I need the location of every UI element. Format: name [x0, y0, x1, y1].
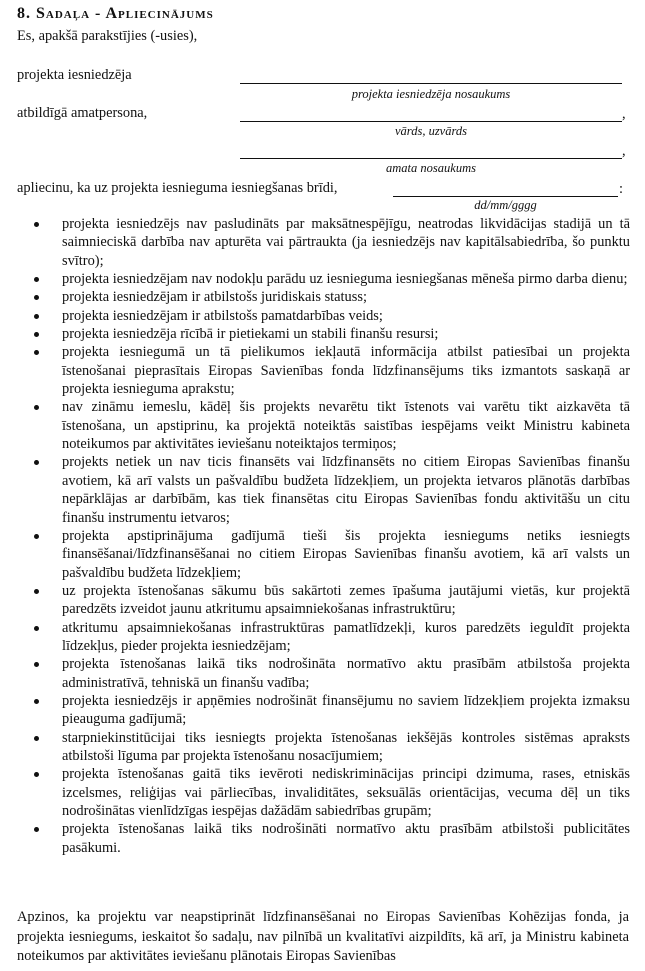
official-name-line[interactable] [240, 121, 622, 122]
list-item-text: projekta apstiprinājuma gadījumā tieši šis projekta iesniegums netiks iesniegts finansēšanai/līdzfinansēšanai no citiem Eiropas Savienības finanšu avotiem, kā arī valsts un pašvaldību budžeta līdzekļiem; [62, 527, 630, 581]
list-item-text: projekta iesniedzējam nav nodokļu parādu uz iesnieguma iesniegšanas mēneša pirmo darba dienu; [62, 271, 628, 288]
bullet-icon [34, 589, 39, 594]
bullet-icon [34, 534, 39, 539]
list-item-text: atkritumu apsaimniekošanas infrastruktūras pamatlīdzekļi, kuros paredzēts ieguldīt projekta līdzekļus, pieder projekta iesniedzējam; [62, 619, 630, 654]
position-line[interactable] [240, 158, 622, 159]
list-item [0, 765, 645, 820]
list-item-text: uz projekta īstenošanas sākumu būs sakārtoti zemes īpašuma jautājumi vietās, kur projektā paredzēts izveidot jaunu atkritumu apsaimniekošanas infrastruktūru; [62, 582, 630, 618]
bullet-icon [34, 332, 39, 337]
applicant-label: projekta iesniedzēja [17, 67, 132, 83]
comma-after-name: , [622, 106, 626, 122]
list-item [0, 729, 645, 766]
list-item-text: nav zināmu iemeslu, kādēļ šis projekts nevarētu tikt īstenots vai varētu tikt aizkavēta tā īstenošana, un apstiprinu, ka projektā noteiktās saistības iespējams veikt Ministru kabineta noteikumos par aktivitātes ieviešanu noteiktajos termiņos; [62, 399, 630, 453]
name-caption: vārds, uzvārds [395, 124, 467, 138]
list-item [0, 325, 645, 343]
comma-after-position: , [622, 143, 626, 159]
bullet-icon [34, 277, 39, 282]
official-label: atbildīgā amatpersona, [17, 105, 148, 121]
list-item [0, 619, 645, 656]
section-title: 8. Sadaļa - Apliecinājums [17, 5, 214, 22]
list-item [0, 215, 645, 270]
list-item-text: projekta iesniedzējs nav pasludināts par maksātnespējīgu, neatrodas likvidācijas stadijā un tā saimnieciskā darbība nav apturēta vai pārtraukta (ja iesniedzējs nav kapitālsabiedrība, šo punktu svītro); [62, 216, 630, 269]
bullet-icon [34, 736, 39, 741]
bullet-icon [34, 460, 39, 465]
list-item [0, 398, 645, 453]
applicant-caption: projekta iesniedzēja nosaukums [351, 87, 511, 101]
list-item-text: projekts netiek un nav ticis finansēts vai līdzfinansēts no citiem Eiropas Savienības finanšu avotiem, kā arī valsts un pašvaldību budžeta līdzekļiem, un projekta ietvaros plānotās darbības nepārklājas ar darbībām, kas tiek finansētas citu Eiropas Savienības fondu aktivitāšu un citu finanšu instrumentu ietvaros; [62, 454, 630, 526]
list-item [0, 820, 645, 857]
colon-after-date: : [619, 181, 623, 197]
list-item [0, 343, 645, 398]
declaration-list [0, 215, 645, 857]
list-item [0, 270, 645, 288]
bullet-icon [34, 295, 39, 300]
list-item [0, 307, 645, 325]
bullet-icon [34, 626, 39, 631]
list-item-text: projekta iesniegumā un tā pielikumos iekļautā informācija atbilst patiesībai un projekta īstenošanai pieprasītais Eiropas Savienības fonda līdzfinansējums tiks izmantots saskaņā ar projekta iesnieguma aprakstu; [62, 344, 630, 398]
list-item-text: projekta iesniedzējs ir apņēmies nodrošināt finansējumu no saviem līdzekļiem projekta izmaksu pieauguma gadījumā; [62, 692, 630, 728]
date-line[interactable] [393, 196, 618, 197]
list-item-text: projekta īstenošanas laikā tiks nodrošināti normatīvo aktu prasībām atbilstoši publicitātes pasākumi. [62, 821, 630, 856]
list-item-text: projekta iesniedzējam ir atbilstošs juridiskais statuss; [62, 289, 367, 306]
closing-paragraph: Apzinos, ka projektu var neapstiprināt līdzfinansēšanai no Eiropas Savienības Kohēzijas fonda, ja projekta iesniegums, ieskaitot šo sadaļu, nav pilnībā un kvalitatīvi aizpildīts, kā arī, ja Ministru kabineta noteikumos par aktivitātes ieviešanu plānotais Eiropas Savienības [17, 909, 629, 964]
bullet-icon [34, 699, 39, 704]
bullet-icon [34, 350, 39, 355]
bullet-icon [34, 772, 39, 777]
bullet-icon [34, 405, 39, 410]
list-item-text: projekta īstenošanas laikā tiks nodrošināta normatīvo aktu prasībām atbilstoša projekta administratīvā, tehniskā un finanšu vadība; [62, 656, 630, 691]
list-item-text: projekta īstenošanas gaitā tiks ievēroti nediskriminācijas principi dzimuma, rases, etniskās izcelsmes, reliģijas vai pārliecības, invaliditātes, seksuālās orientācijas, vecuma dēļ un tiks nodrošinātas vienlīdzīgas iespējas dažādām sabiedrības grupām; [62, 766, 630, 819]
list-item [0, 527, 645, 582]
certify-label: apliecinu, ka uz projekta iesnieguma iesniegšanas brīdi, [17, 180, 338, 196]
list-item [0, 288, 645, 306]
list-item [0, 655, 645, 692]
applicant-name-line[interactable] [240, 83, 622, 84]
list-item [0, 582, 645, 619]
date-caption: dd/mm/gggg [474, 198, 537, 212]
bullet-icon [34, 222, 39, 227]
list-item-text: projekta iesniedzējam ir atbilstošs pamatdarbības veids; [62, 307, 383, 324]
position-caption: amata nosaukums [386, 161, 476, 175]
bullet-icon [34, 662, 39, 667]
list-item [0, 453, 645, 526]
bullet-icon [34, 314, 39, 319]
list-item-text: projekta iesniedzēja rīcībā ir pietiekami un stabili finanšu resursi; [62, 326, 439, 343]
bullet-icon [34, 827, 39, 832]
list-item-text: starpniekinstitūcijai tiks iesniegts projekta īstenošanas iekšējās kontroles sistēmas apraksts atbilstoši līguma par projekta īstenošanu nosacījumiem; [62, 729, 630, 764]
list-item [0, 692, 645, 729]
intro-text: Es, apakšā parakstījies (-usies), [17, 28, 198, 44]
